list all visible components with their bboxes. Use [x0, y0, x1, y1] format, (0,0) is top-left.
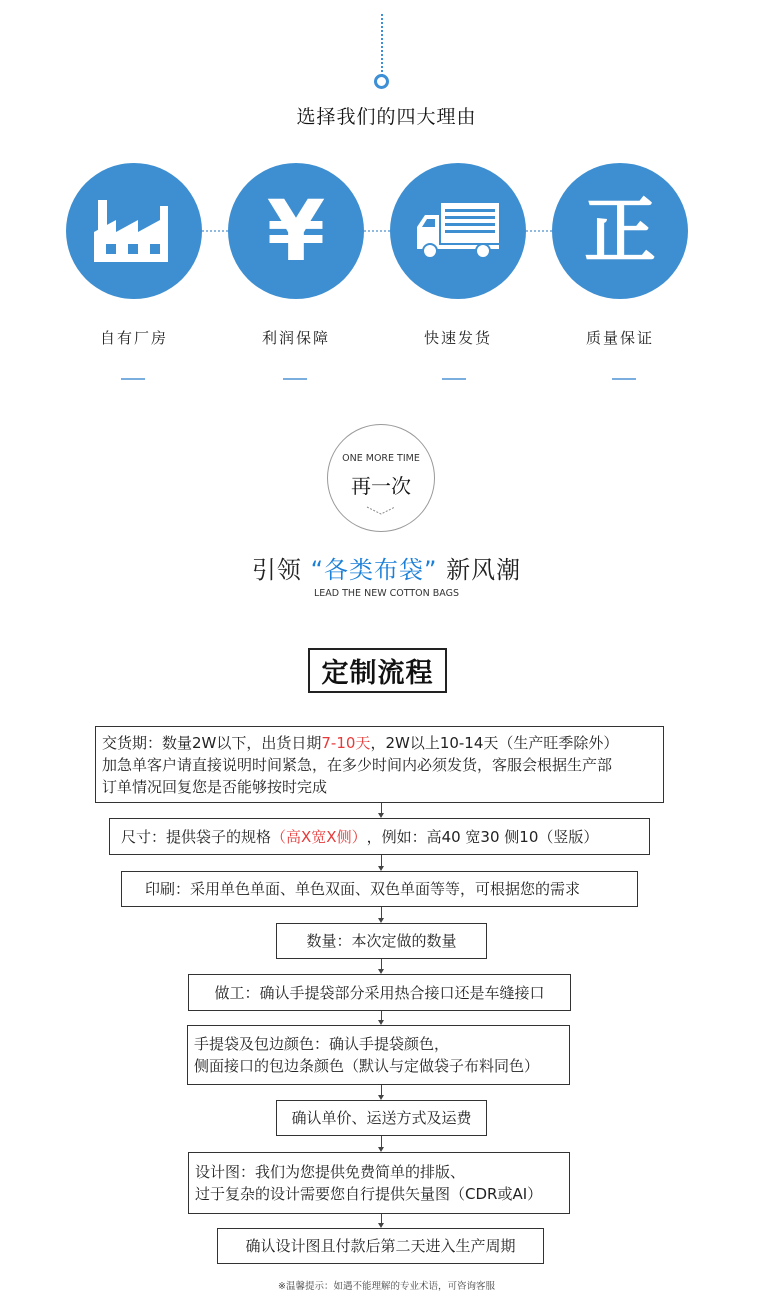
reason-circle-quality: [552, 163, 688, 299]
step-text: ，2W以上10-14天（生产旺季除外）: [370, 734, 619, 752]
step-line: 手提袋及包边颜色：确认手提袋颜色，: [194, 1035, 450, 1053]
reason-circle-delivery: [390, 163, 526, 299]
reason-circle-factory: [66, 163, 202, 299]
slogan-highlight: 各类布袋: [324, 556, 424, 584]
factory-icon: [92, 196, 176, 266]
quality-zheng-icon: 正: [583, 189, 656, 273]
step-highlight: （高X宽X侧）: [271, 827, 367, 846]
reason-label-delivery: 快速发货: [423, 329, 492, 347]
timeline-dotted-line: [381, 14, 383, 76]
step-price-shipping: 确认单价、运送方式及运费: [276, 1100, 487, 1136]
slogan: [0, 550, 773, 585]
reason-label-factory: 自有厂房: [99, 329, 168, 347]
step-line: [102, 732, 657, 754]
step-line: 加急单客户请直接说明时间紧急，在多少时间内必须发货，客服会根据生产部: [102, 756, 613, 774]
slogan-english: LEAD THE NEW COTTON BAGS: [313, 588, 459, 599]
reason-underline: [121, 378, 145, 380]
delivery-truck-icon: [415, 201, 501, 261]
footnote: ※温馨提示：如遇不能理解的专业术语，可咨询客服: [278, 1281, 495, 1292]
circle-connector: [526, 230, 552, 232]
reason-circle-profit: [228, 163, 364, 299]
yen-icon: ¥: [266, 182, 326, 280]
reason-underline: [442, 378, 466, 380]
step-workmanship: 做工：确认手提袋部分采用热合接口还是车缝接口: [188, 974, 571, 1011]
slogan-open-quote: “: [310, 556, 324, 584]
step-text: ，例如：高40 宽30 侧10（竖版）: [366, 827, 599, 846]
step-text: 尺寸：提供袋子的规格: [121, 827, 272, 846]
flow-arrow-icon: [378, 1085, 385, 1100]
flow-arrow-icon: [378, 907, 385, 923]
step-quantity: 数量：本次定做的数量: [276, 923, 487, 959]
step-printing: 印刷：采用单色单面、单色双面、双色单面等等，可根据您的需求: [121, 871, 638, 907]
flow-arrow-icon: [378, 1214, 385, 1228]
step-colors: [187, 1025, 570, 1085]
one-more-time-badge: [327, 424, 435, 532]
step-line: 侧面接口的包边条颜色（默认与定做袋子布料同色）: [194, 1057, 540, 1075]
reason-underline: [283, 378, 307, 380]
step-production: 确认设计图且付款后第二天进入生产周期: [217, 1228, 544, 1264]
flow-arrow-icon: [378, 959, 385, 974]
flow-arrow-icon: [378, 855, 385, 871]
step-line: 订单情况回复您是否能够按时完成: [102, 778, 328, 796]
step-design: [188, 1152, 570, 1214]
slogan-before: 引领: [251, 556, 302, 584]
flow-title: 定制流程: [308, 648, 447, 693]
step-text: 交货期：数量2W以下，出货日期: [102, 734, 322, 752]
flow-arrow-icon: [378, 803, 385, 818]
flow-arrow-icon: [378, 1011, 385, 1025]
reason-label-profit: 利润保障: [261, 329, 330, 347]
timeline-dot-icon: [374, 74, 389, 89]
chevron-down-icon: [366, 505, 396, 515]
flow-arrow-icon: [378, 1136, 385, 1152]
step-delivery-time: [95, 726, 664, 803]
slogan-close-quote: ”: [424, 556, 438, 584]
step-size: [109, 818, 650, 855]
slogan-after: 新风潮: [446, 556, 522, 584]
section-title: 选择我们的四大理由: [296, 106, 477, 128]
reason-label-quality: 质量保证: [585, 329, 654, 347]
reason-underline: [612, 378, 636, 380]
circle-connector: [202, 230, 228, 232]
circle-connector: [364, 230, 390, 232]
badge-chinese-text: 再一次: [351, 474, 411, 498]
step-line: 过于复杂的设计需要您自行提供矢量图（CDR或AI）: [195, 1185, 543, 1203]
step-line: 设计图：我们为您提供免费简单的排版、: [195, 1163, 466, 1181]
badge-english-text: ONE MORE TIME: [342, 453, 420, 464]
step-highlight: 7-10天: [321, 734, 371, 752]
